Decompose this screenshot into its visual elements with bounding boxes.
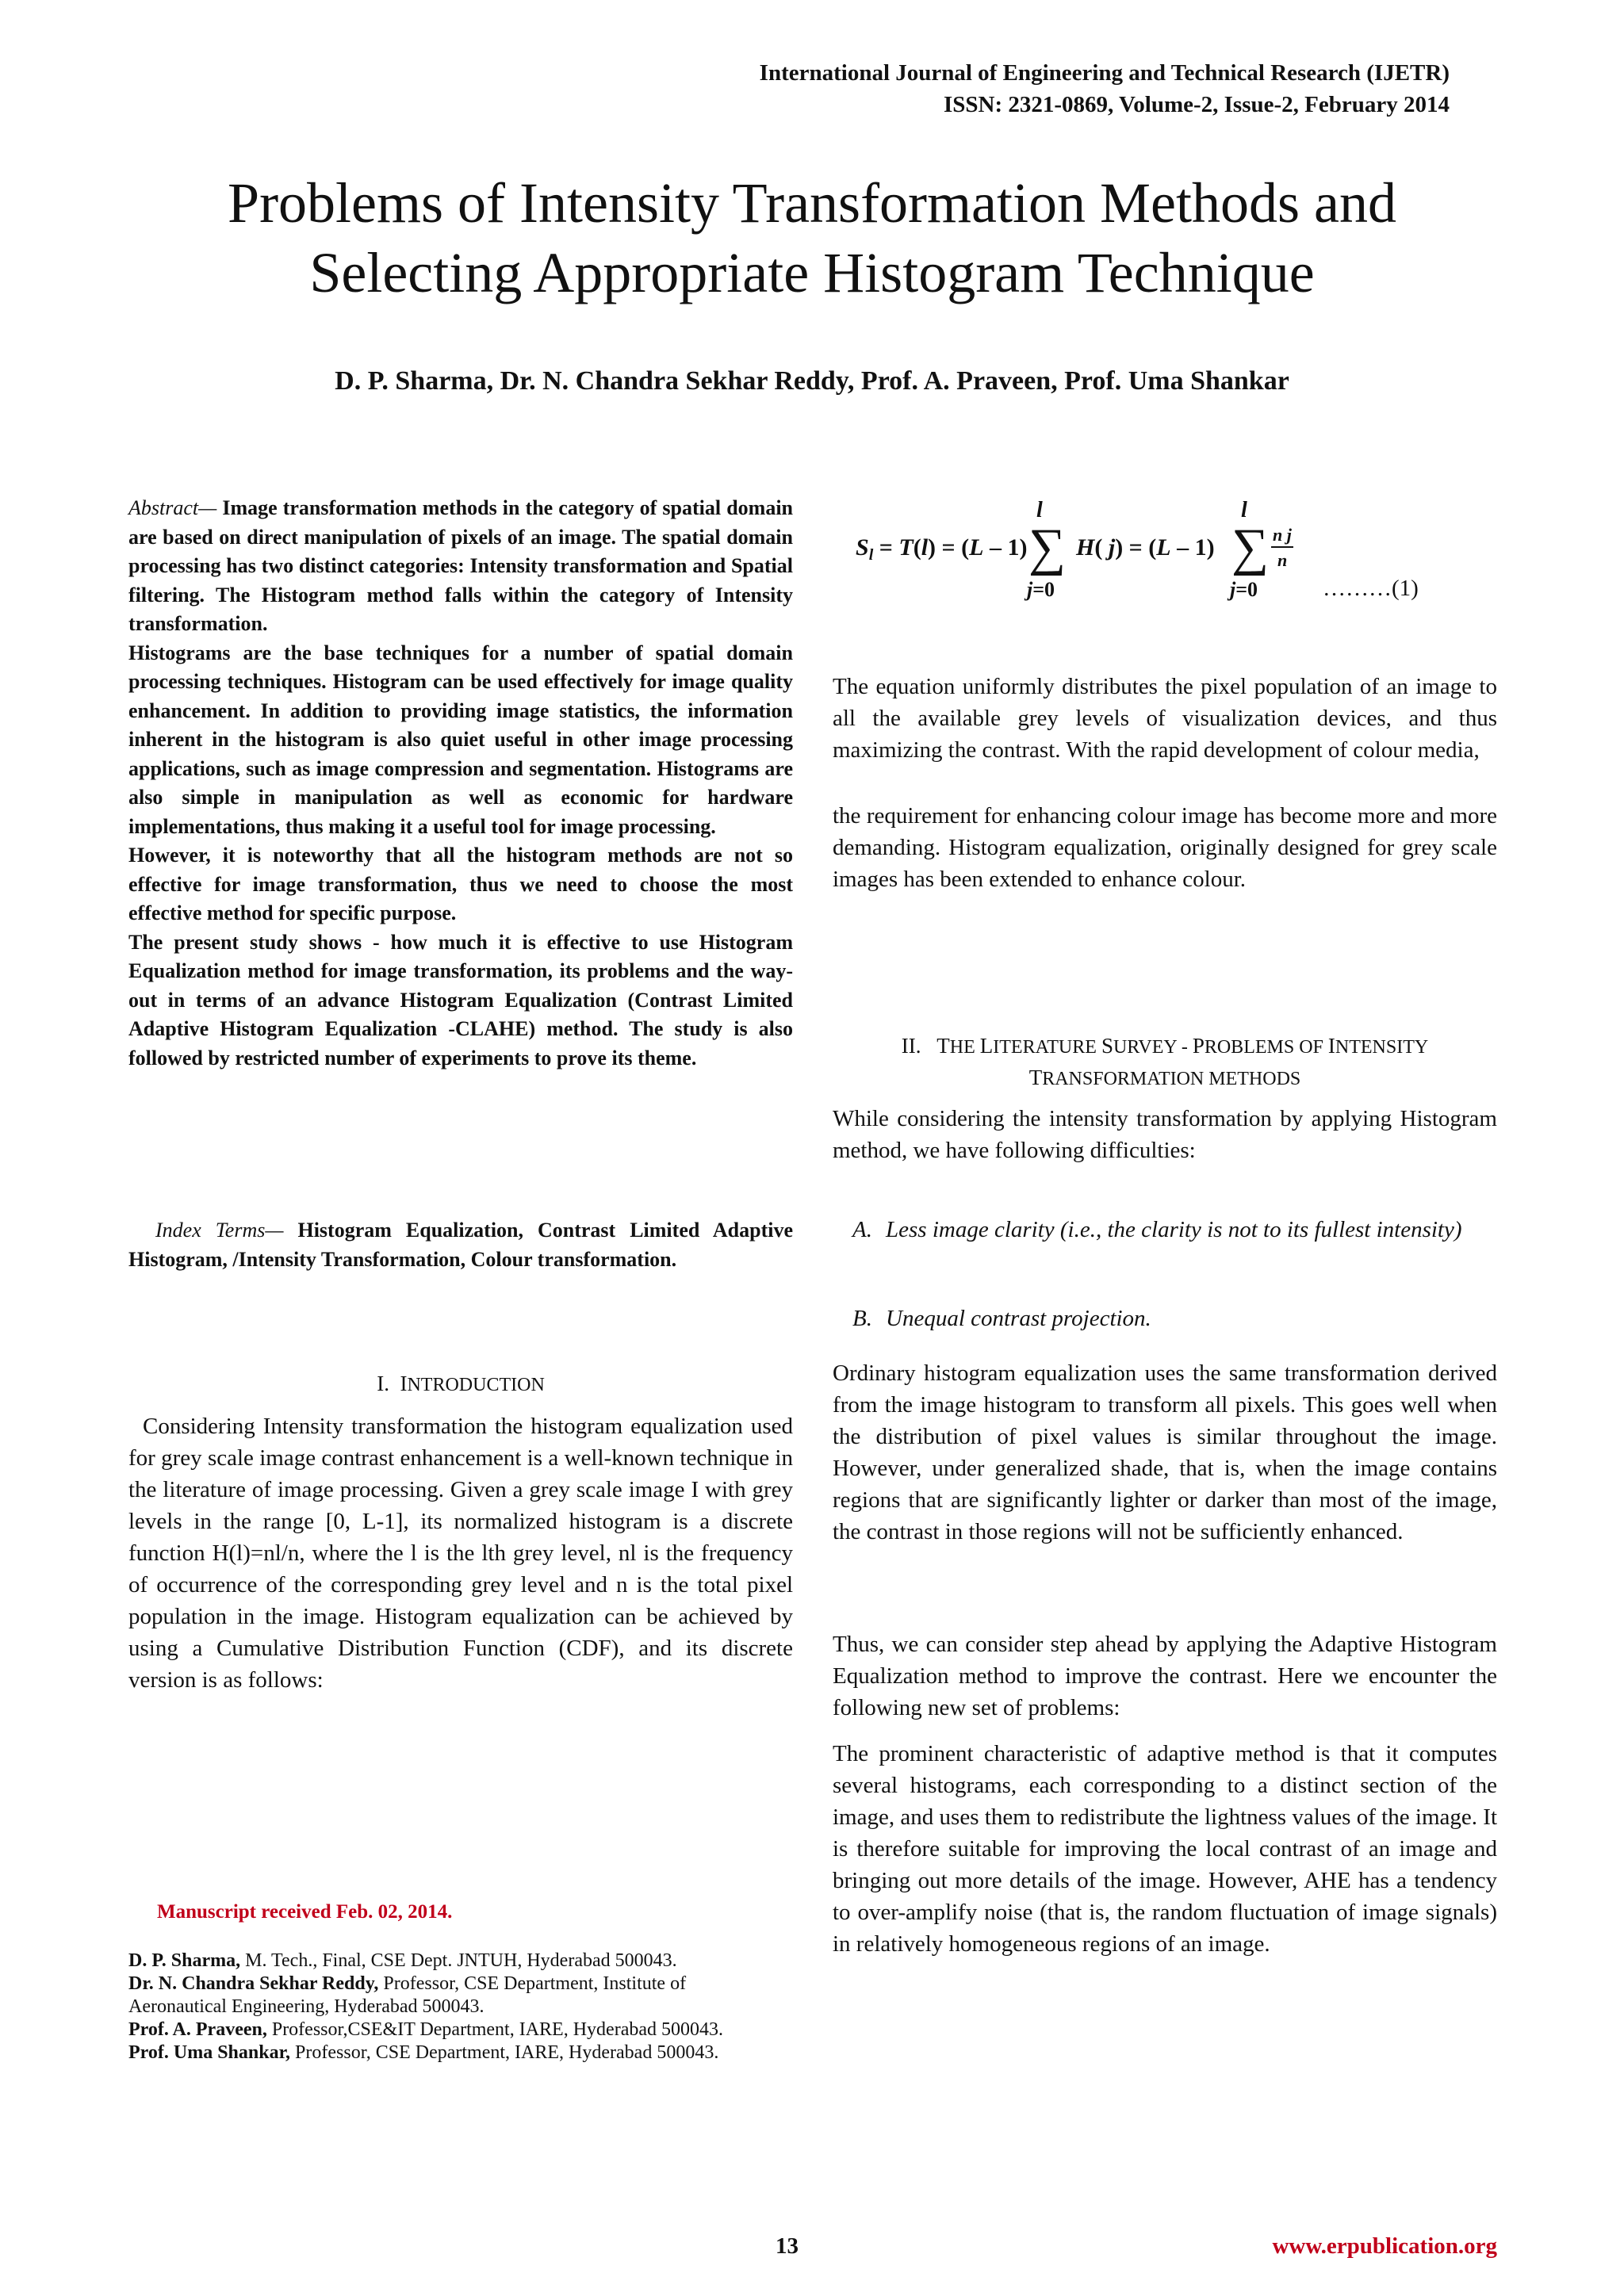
- index-terms: Index Terms— Histogram Equalization, Contrast Limited Adaptive Histogram, /Intensity Transformation, Colour transformation.: [128, 1219, 793, 1271]
- affiliation-1: D. P. Sharma, M. Tech., Final, CSE Dept. JNTUH, Hyderabad 500043.: [128, 1950, 677, 1971]
- manuscript-received: Manuscript received Feb. 02, 2014.: [157, 1901, 453, 1923]
- journal-name: International Journal of Engineering and Technical Research (IJETR): [759, 60, 1450, 86]
- page-number: 13: [776, 2233, 799, 2259]
- abstract: [128, 494, 793, 1073]
- publisher-website[interactable]: www.erpublication.org: [1272, 2233, 1497, 2259]
- svg-text:l: l: [1036, 498, 1043, 522]
- right-para-1: The equation uniformly distributes the pixel population of an image to all the available grey levels of visualization devices, and thus maximizing the contrast. With the rapid development of colour media,: [833, 674, 1497, 763]
- svg-text:Sl = T(l) = (L – 1): $S_l = T(l) = (L - 1)$: [856, 534, 1028, 564]
- section-2-heading-line1: II. THE LITERATURE SURVEY - PROBLEMS OF INTENSITY: [901, 1034, 1429, 1058]
- affiliation-4: Prof. Uma Shankar, Professor, CSE Department, IARE, Hyderabad 500043.: [128, 2042, 719, 2063]
- section-2-heading-line2: TRANSFORMATION METHODS: [1028, 1066, 1301, 1089]
- svg-text:n: n: [1277, 550, 1288, 570]
- affiliation-3: Prof. A. Praveen, Professor,CSE&IT Department, IARE, Hyderabad 500043.: [128, 2019, 723, 2040]
- svg-text:l: l: [1241, 498, 1247, 522]
- abstract-para-1: Abstract— Image transformation methods in the category of spatial domain are based on direct manipulation of pixels of an image. The spatial domain processing has two distinct categories: Intensity transformation and Spatial filtering. The Histogram method falls within the category of Intensity transformation.: [128, 496, 793, 635]
- difficulty-a: A. Less image clarity (i.e., the clarity is not to its fullest intensity): [852, 1217, 1462, 1242]
- svg-text:j=0: j=0: [1027, 578, 1055, 601]
- index-terms-lead: Index Terms—: [155, 1219, 284, 1242]
- paper-title-line2: Selecting Appropriate Histogram Technique: [309, 241, 1315, 304]
- abstract-lead: Abstract—: [128, 496, 217, 519]
- svg-text:H( j) = (L – 1): H( j) = (L – 1): [1076, 534, 1215, 561]
- svg-text:∑: ∑: [1028, 519, 1067, 576]
- right-para-5: Thus, we can consider step ahead by applying the Adaptive Histogram Equalization method to improve the contrast. Here we encounter the following new set of problems:: [833, 1632, 1497, 1720]
- equation-number: ………(1): [1323, 576, 1419, 601]
- journal-issue: ISSN: 2321-0869, Volume-2, Issue-2, February 2014: [943, 92, 1450, 117]
- difficulty-b: B. Unequal contrast projection.: [852, 1306, 1151, 1331]
- svg-text:j=0: j=0: [1230, 578, 1258, 601]
- author-affiliations: [128, 1950, 787, 2064]
- author-list: D. P. Sharma, Dr. N. Chandra Sekhar Reddy, Prof. A. Praveen, Prof. Uma Shankar: [335, 366, 1289, 396]
- right-para-6: The prominent characteristic of adaptive method is that it computes several histograms, each corresponding to a distinct section of the image, and uses them to redistribute the lightness values of the image. It is therefore suitable for improving the local contrast of an image and bringing out more details of the image. However, AHE has a tendency to over-amplify noise (that is, the random fluctuation of image signals) in relatively homogeneous regions of an image.: [833, 1741, 1497, 1957]
- svg-text:∑: ∑: [1231, 519, 1270, 576]
- equation-cdf: [852, 485, 1297, 612]
- svg-text:n j: n j: [1273, 525, 1292, 545]
- abstract-para-4: The present study shows - how much it is effective to use Histogram Equalization method for image transformation, its problems and the way-out in terms of an advance Histogram Equalization (Contrast Limited Adaptive Histogram Equalization -CLAHE) method. The study is also followed by restricted number of experiments to prove its theme.: [128, 930, 793, 1070]
- paper-title-line1: Problems of Intensity Transformation Methods and: [228, 171, 1396, 235]
- abstract-para-3: However, it is noteworthy that all the histogram methods are not so effective for image transformation, thus we need to choose the most effective method for specific purpose.: [128, 844, 793, 924]
- section-1-text: Considering Intensity transformation the histogram equalization used for grey scale image contrast enhancement is a well-known technique in the literature of image processing. Given a grey scale image I with grey levels in the range [0, L-1], its normalized histogram is a discrete function H(l)=nl/n, where the l is the lth grey level, nl is the frequency of occurrence of the corresponding grey level and n is the total pixel population in the image. Histogram equalization can be achieved by using a Cumulative Distribution Function (CDF), and its discrete version is as follows:: [128, 1414, 793, 1693]
- affiliation-2: Dr. N. Chandra Sekhar Reddy, Professor, CSE Department, Institute of Aeronautical Engineering, Hyderabad 500043.: [128, 1973, 687, 2017]
- right-para-4: Ordinary histogram equalization uses the same transformation derived from the image histogram to transform all pixels. This goes well when the distribution of pixel values is similar throughout the image. However, under generalized shade, that is, when the image contains regions that are significantly lighter or darker than most of the image, the contrast in those regions will not be sufficiently enhanced.: [833, 1360, 1497, 1544]
- right-para-2: the requirement for enhancing colour image has become more and more demanding. Histogram equalization, originally designed for grey scale images has been extended to enhance colour.: [833, 803, 1497, 892]
- right-para-3: While considering the intensity transformation by applying Histogram method, we have following difficulties:: [833, 1106, 1497, 1163]
- section-1-heading: I. INTRODUCTION: [377, 1372, 545, 1395]
- abstract-para-2: Histograms are the base techniques for a number of spatial domain processing techniques. Histogram can be used effectively for image quality enhancement. In addition to providing image statistics, the information inherent in the histogram is also quiet useful in other image processing applications, such as image compression and segmentation. Histograms are also simple in manipulation as well as economic for hardware implementations, thus making it a useful tool for image processing.: [128, 641, 793, 838]
- section-2-heading: [833, 1031, 1497, 1094]
